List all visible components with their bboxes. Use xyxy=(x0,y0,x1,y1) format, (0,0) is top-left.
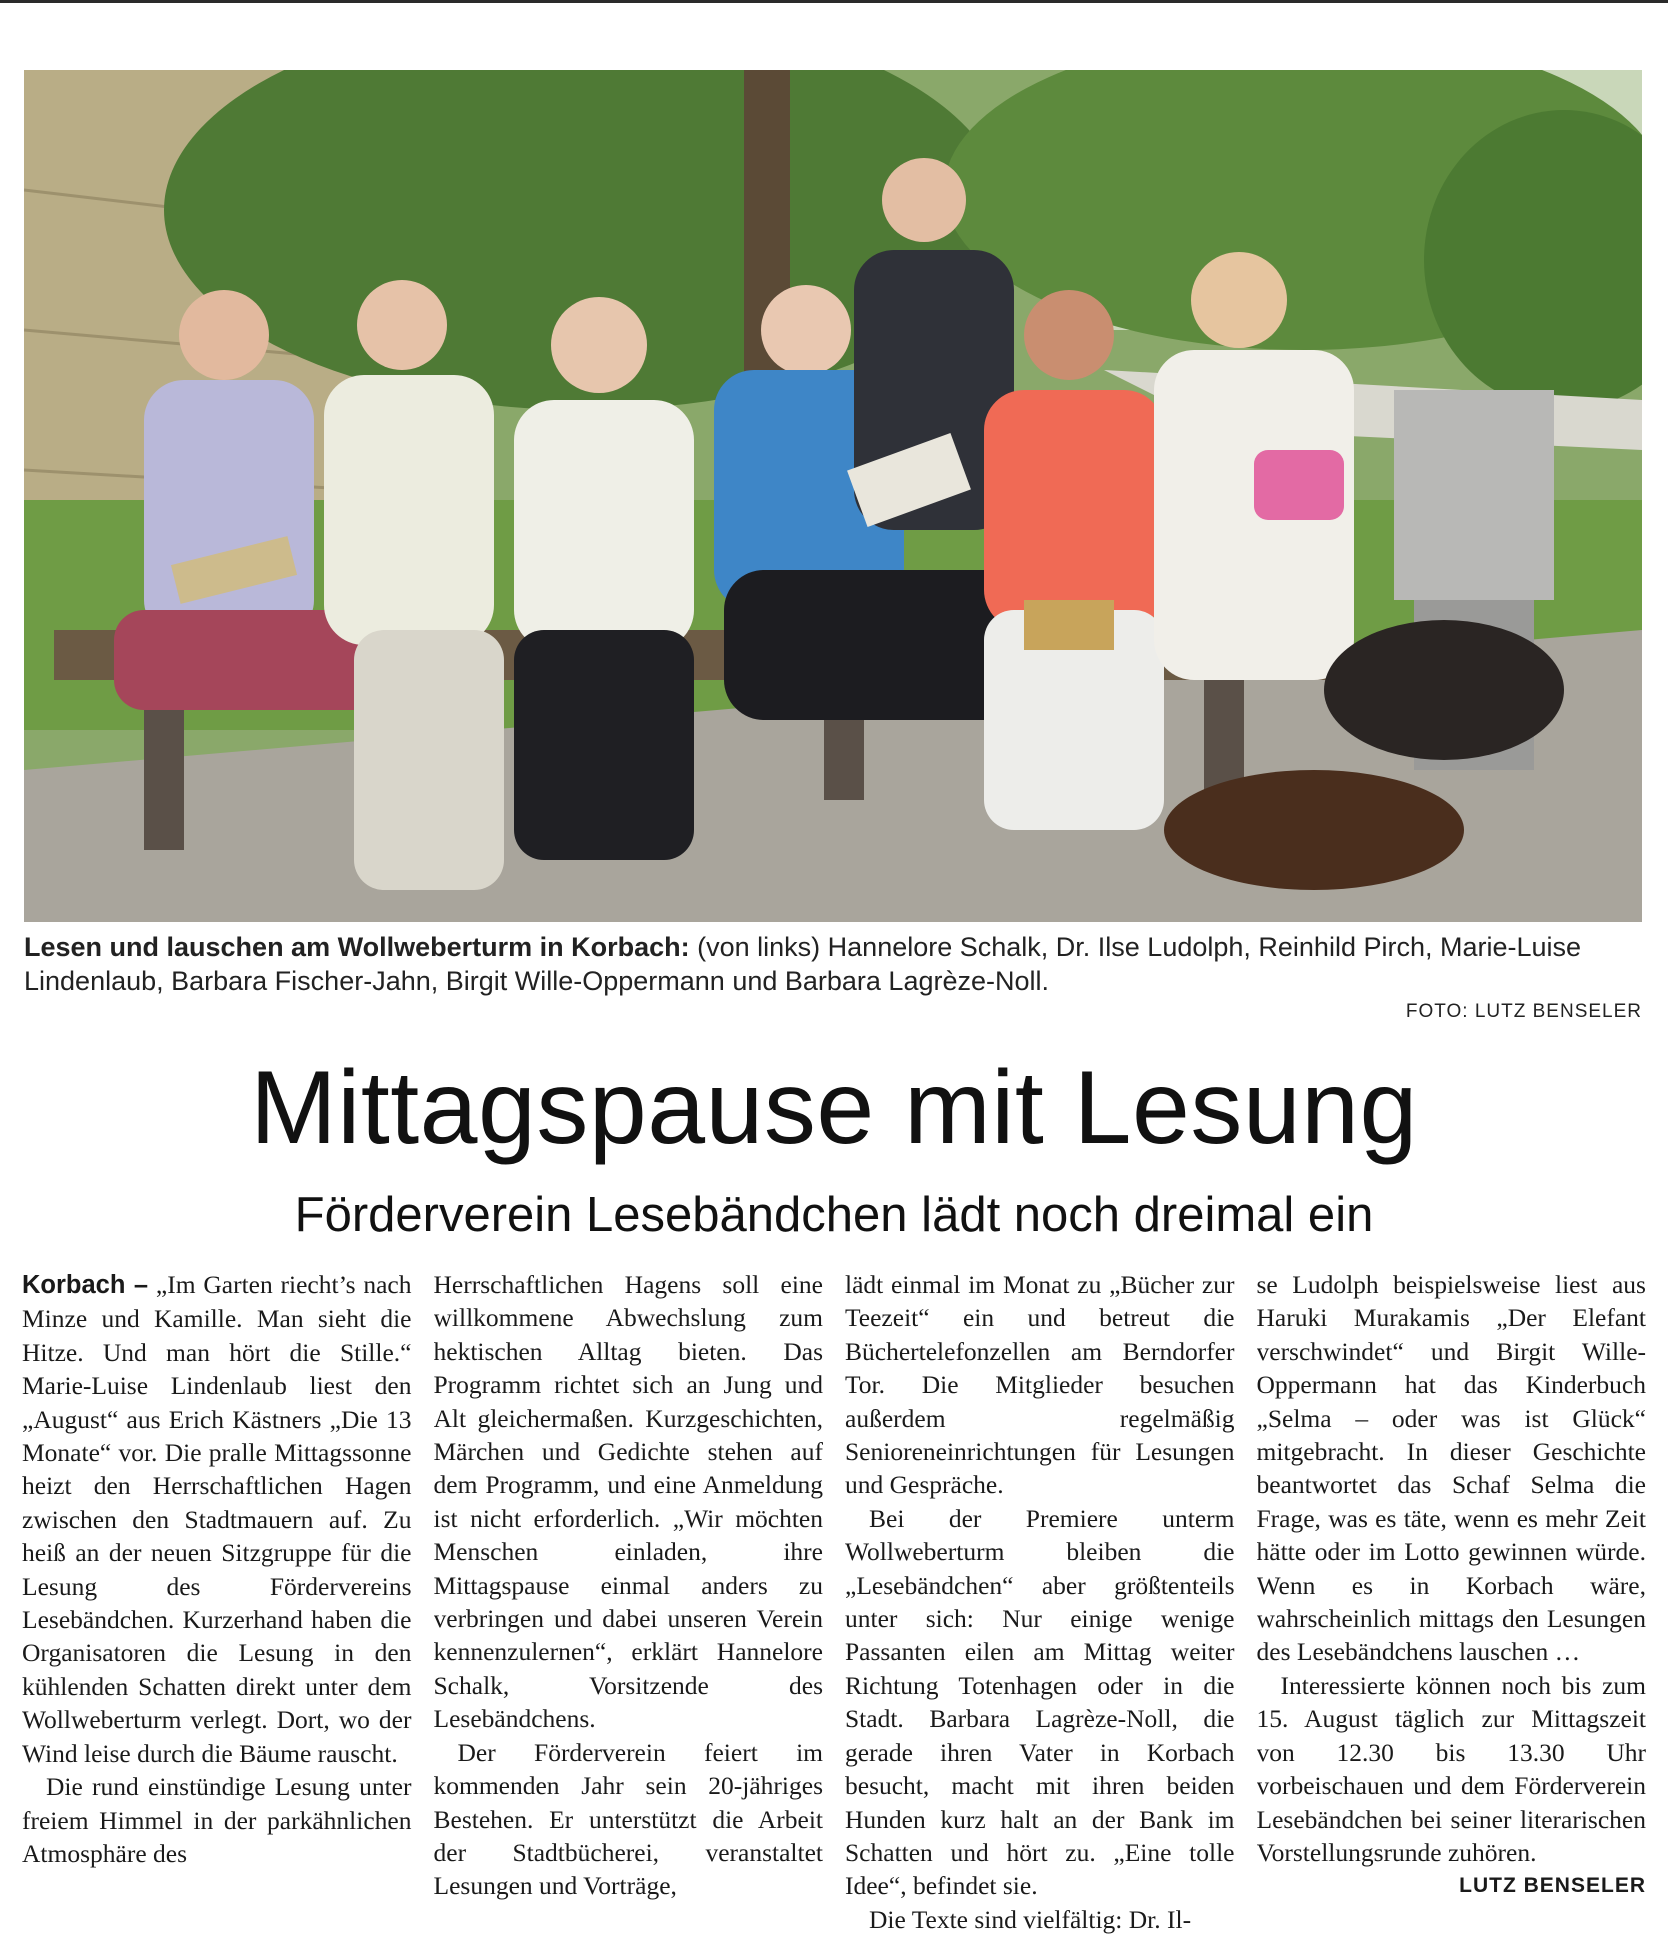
dateline: Korbach – xyxy=(22,1271,149,1299)
top-rule xyxy=(0,0,1668,3)
headline: Mittagspause mit Lesung xyxy=(250,1050,1418,1166)
caption-text: (von links) Hannelore Schalk, Dr. Ilse Ludolph, Reinhild Pirch, Marie-Luise Lindenlaub, Barbara Fischer-Jahn, Birgit Wille-Oppermann und Barbara Lagrèze-Noll. xyxy=(24,932,1582,996)
news-photo xyxy=(24,70,1642,922)
paragraph-text: Interessierte können noch bis zum 15. August täglich zur Mittagszeit von 12.30 bis 13.30 Uhr vorbeischauen und dem Förderverein Lesebändchen bei seiner literarischen Vorstellungsrunde zuhören. xyxy=(1256,1670,1646,1867)
article-paragraph: Die rund einstündige Lesung unter freiem Himmel in der parkähnlichen Atmosphäre des xyxy=(22,1772,412,1868)
author-byline: LUTZ BENSELER xyxy=(1459,1874,1646,1898)
article-paragraph: Der Förderverein feiert im kommenden Jahr sein 20-jähriges Bestehen. Er unterstützt die Arbeit der Stadtbücherei, veranstaltet Lesungen und Vorträge, xyxy=(433,1737,823,1901)
article-column-4 xyxy=(1257,1268,1647,1954)
article-paragraph xyxy=(22,1268,412,1770)
paragraph-text: „Im Garten riecht’s nach Minze und Kamille. Man sieht die Hitze. Und man hört die Stille.“ Marie-Luise Lindenlaub liest den „August“ aus Erich Kästners „Die 13 Monate“ vor. Die pralle Mittagssonne heizt den Herrschaftlichen Hagen zwischen den Stadtmauern auf. Zu heiß an der neuen Sitzgruppe für die Lesung des Fördervereins Lesebändchen. Kurzerhand haben die Organisatoren die Lesung in den kühlenden Schatten direkt unter dem Wollweberturm verlegt. Dort, wo der Wind leise durch die Bäume rauscht. xyxy=(22,1270,412,1768)
article-column-2 xyxy=(434,1268,824,1954)
photo-caption xyxy=(24,930,1642,998)
article-column-3 xyxy=(845,1268,1235,1954)
article-body xyxy=(22,1268,1646,1954)
article-paragraph xyxy=(1256,1669,1647,1898)
article-paragraph: Herrschaftlichen Hagens soll eine willkommene Abwechslung zum hektischen Alltag bieten. Das Programm richtet sich an Jung und Alt gleichermaßen. Kurzgeschichten, Märchen und Gedichte stehen auf dem Programm, und eine Anmeldung ist nicht erforderlich. „Wir möchten Menschen einladen, ihre Mittagspause einmal anders zu verbringen und dabei unseren Verein kennenzulernen“, erklärt Hannelore Schalk, Vorsitzende des Lesebändchens. xyxy=(433,1270,823,1734)
photo-credit: FOTO: LUTZ BENSELER xyxy=(1405,1001,1642,1022)
photo-illustration xyxy=(24,70,1642,922)
article-paragraph: Bei der Premiere unterm Wollweberturm bleiben die „Lesebändchen“ aber größtenteils unter sich: Nur einige wenige Passanten eilen am Mittag weiter Richtung Totenhagen oder in die Stadt. Barbara Lagrèze-Noll, die gerade ihren Vater in Korbach besucht, macht mit ihren beiden Hunden kurz halt an der Bank im Schatten und hört zu. „Eine tolle Idee“, befindet sie. xyxy=(845,1503,1235,1901)
subheadline: Förderverein Lesebändchen lädt noch dreimal ein xyxy=(294,1188,1374,1242)
article-column-1 xyxy=(22,1268,412,1954)
article-paragraph: se Ludolph beispielsweise liest aus Haruki Murakamis „Der Elefant verschwindet“ und Birgit Wille-Oppermann hat das Kinderbuch „Selma – oder was ist Glück“ mitgebracht. In dieser Geschichte beantwortet das Schaf Selma die Frage, was es täte, wenn es mehr Zeit hätte oder im Lotto gewinnen würde. Wenn es in Korbach wäre, wahrscheinlich mittags den Lesungen des Lesebändchens lauschen … xyxy=(1256,1270,1646,1667)
caption-lead: Lesen und lauschen am Wollweberturm in Korbach: xyxy=(24,932,690,962)
article-paragraph: Die Texte sind vielfältig: Dr. Il- xyxy=(869,1904,1192,1934)
article-paragraph: lädt einmal im Monat zu „Bücher zur Teezeit“ ein und betreut die Büchertelefonzellen am Berndorfer Tor. Die Mitglieder besuchen außerdem regelmäßig Senioreneinrichtungen für Lesungen und Gespräche. xyxy=(845,1270,1235,1500)
